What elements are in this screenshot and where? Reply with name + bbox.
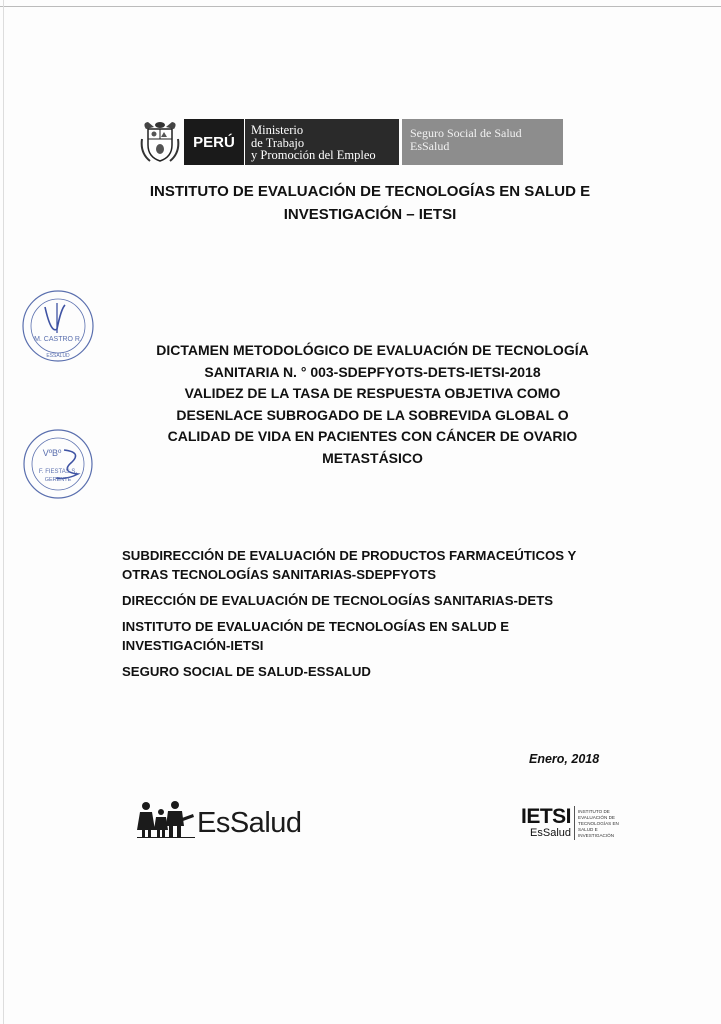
institute-title: INSTITUTO DE EVALUACIÓN DE TECNOLOGÍAS EN SALUD E INVESTIGACIÓN – IETSI <box>149 183 591 223</box>
org-dets: DIRECCIÓN DE EVALUACIÓN DE TECNOLOGÍAS SANITARIAS-DETS <box>122 593 554 608</box>
document-date: Enero, 2018 <box>529 752 600 766</box>
ietsi-description: INSTITUTO DE EVALUACIÓN DE TECNOLOGÍAS EN SALUD E INVESTIGACIÓN <box>578 809 619 838</box>
government-banner <box>140 119 563 165</box>
approval-stamp <box>21 289 95 363</box>
org-sdepfyots: SUBDIRECCIÓN DE EVALUACIÓN DE PRODUCTOS FARMACEÚTICOS Y OTRAS TECNOLOGÍAS SANITARIAS-SDEPFYOTS <box>122 548 577 582</box>
page-edge-line <box>0 6 721 7</box>
org-essalud: SEGURO SOCIAL DE SALUD-ESSALUD <box>122 664 371 679</box>
svg-text:VºBº: VºBº <box>42 448 62 458</box>
dictamen-title: DICTAMEN METODOLÓGICO DE EVALUACIÓN DE TECNOLOGÍA SANITARIA N. ° 003-SDEPFYOTS-DETS-IETSI-2018 VALIDEZ DE LA TASA DE RESPUESTA OBJETIVA COMO DESENLACE SUBROGADO DE LA SOBREVIDA GLOBAL O CALIDAD DE VIDA EN PACIENTES CON CÁNCER DE OVARIO METASTÁSICO <box>156 342 589 466</box>
svg-text:ESSALUD: ESSALUD <box>46 353 70 359</box>
peru-coat-of-arms-icon <box>140 119 180 165</box>
svg-text:M. CASTRO R.: M. CASTRO R. <box>34 336 82 343</box>
organizations-list <box>122 546 622 688</box>
family-figures-icon <box>137 800 195 838</box>
seguro-social-name: Seguro Social de Salud EsSalud <box>402 119 563 165</box>
ministry-name: Ministerio de Trabajo y Promoción del Empleo <box>245 119 399 165</box>
essalud-wordmark: EsSalud <box>197 807 302 839</box>
essalud-logo <box>137 800 302 838</box>
page-edge-line <box>3 0 4 1024</box>
org-ietsi: INSTITUTO DE EVALUACIÓN DE TECNOLOGÍAS EN SALUD E INVESTIGACIÓN-IETSI <box>122 619 510 653</box>
svg-text:F. FIESTAS S.: F. FIESTAS S. <box>38 469 78 475</box>
ietsi-wordmark: IETSI <box>521 805 572 828</box>
peru-label: PERÚ <box>184 119 245 165</box>
ietsi-essalud-label: EsSalud <box>530 827 572 839</box>
ietsi-logo <box>521 806 618 840</box>
visa-stamp <box>22 428 94 500</box>
svg-text:GERENTE: GERENTE <box>44 477 72 483</box>
